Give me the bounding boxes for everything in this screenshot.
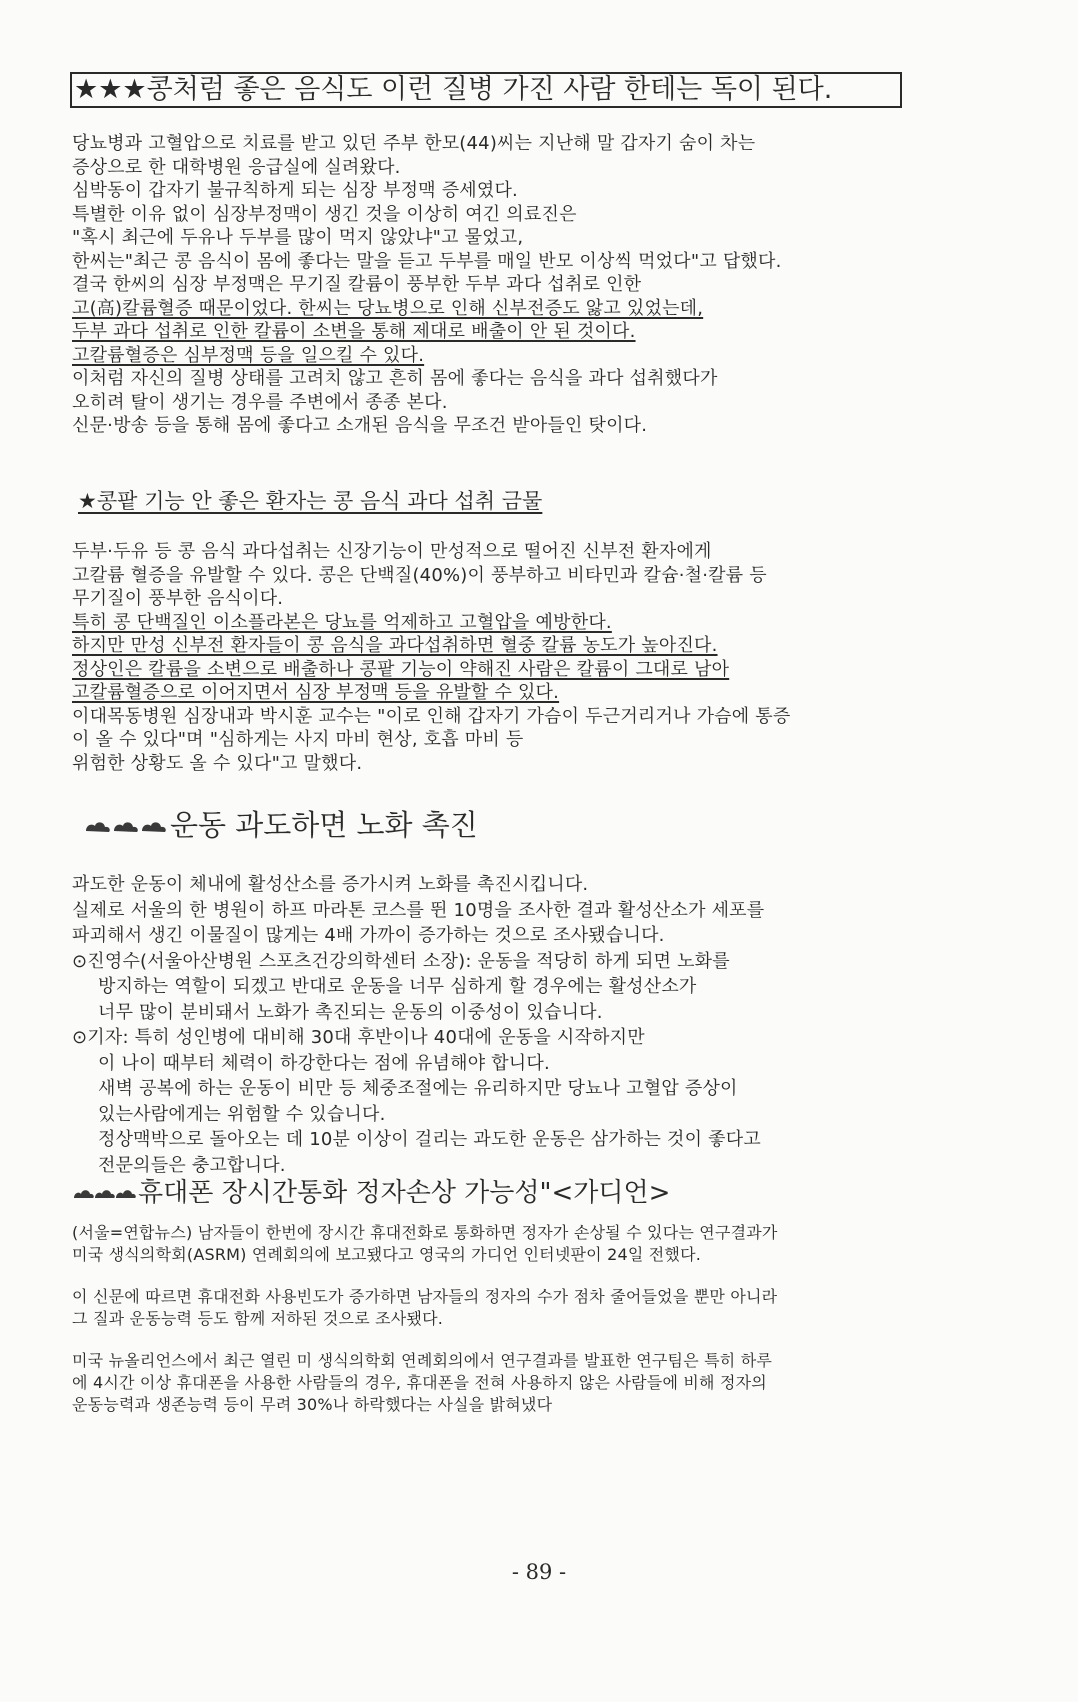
page-title: ★★★콩처럼 좋은 음식도 이런 질병 가진 사람 한테는 독이 된다.: [70, 72, 902, 108]
underlined-line: 정상인은 칼륨을 소변으로 배출하나 콩팥 기능이 약해진 사람은 칼륨이 그대로 남아: [72, 658, 730, 680]
paragraph-line: 심박동이 갑자기 불규칙하게 되는 심장 부정맥 증세였다.: [72, 180, 518, 201]
underlined-line: 고(高)칼륨혈증 때문이었다. 한씨는 당뇨병으로 인해 신부전증도 앓고 있었는데,: [72, 297, 704, 319]
paragraph-line: 특별한 이유 없이 심장부정맥이 생긴 것을 이상히 여긴 의료진은: [72, 203, 577, 225]
section-phone: [72, 1222, 972, 1416]
quote-line: 정상맥박으로 돌아오는 데 10분 이상이 걸리는 과도한 운동은 삼가하는 것이 좋다고: [98, 1129, 761, 1150]
paragraph-line: "혹시 최근에 두유나 두부를 많이 먹지 않았냐"고 물었고,: [72, 227, 524, 248]
paragraph-line: 그 질과 운동능력 등도 함께 저하된 것으로 조사됐다.: [72, 1309, 444, 1328]
quote-line: 너무 많이 분비돼서 노화가 촉진되는 운동의 이중성이 있습니다.: [98, 1001, 603, 1023]
section-exercise: [72, 872, 972, 1178]
underlined-line: 특히 콩 단백질인 이소플라본은 당뇨를 억제하고 고혈압을 예방한다.: [72, 611, 612, 633]
paragraph-line: 위험한 상황도 올 수 있다"고 말했다.: [72, 752, 363, 774]
paragraph-line: 과도한 운동이 체내에 활성산소를 증가시켜 노화를 촉진시킵니다.: [72, 874, 589, 895]
paragraph-line: 미국 뉴올리언스에서 최근 열린 미 생식의학회 연례회의에서 연구결과를 발표한 연구팀은 특히 하루: [72, 1351, 773, 1370]
paragraph-line: 증상으로 한 대학병원 응급실에 실려왔다.: [72, 156, 401, 178]
paragraph-line: 한씨는"최근 콩 음식이 몸에 좋다는 말을 듣고 두부를 매일 반모 이상씩 먹었다"고 답했다.: [72, 250, 782, 272]
paragraph-line: 이 올 수 있다"며 "심하게는 사지 마비 현상, 호흡 마비 등: [72, 729, 524, 750]
quote-line: 이 나이 때부터 체력이 하강한다는 점에 유념해야 합니다.: [98, 1052, 550, 1074]
paragraph-line: 이 신문에 따르면 휴대전화 사용빈도가 증가하면 남자들의 정자의 수가 점차 줄어들었을 뿐만 아니라: [72, 1287, 778, 1306]
paragraph-line: 무기질이 풍부한 음식이다.: [72, 588, 284, 609]
cloud-bullet-icon: [72, 1184, 138, 1202]
quote-line: ⊙진영수(서울아산병원 스포츠건강의학센터 소장): 운동을 적당히 하게 되면 노화를: [72, 950, 730, 972]
paragraph-line: 결국 한씨의 심장 부정맥은 무기질 칼륨이 풍부한 두부 과다 섭취로 인한: [72, 274, 642, 295]
underlined-line: 하지만 만성 신부전 환자들이 콩 음식을 과다섭취하면 혈중 칼륨 농도가 높아진다.: [72, 635, 718, 656]
quote-line: 있는사람에게는 위험할 수 있습니다.: [98, 1103, 386, 1125]
section-heading-phone: [72, 1178, 670, 1208]
paragraph-line: 이대목동병원 심장내과 박시훈 교수는 "이로 인해 갑자기 가슴이 두근거리거나 가슴에 통증: [72, 705, 791, 727]
page-number: - 89 -: [511, 1560, 567, 1584]
paragraph-line: 실제로 서울의 한 병원이 하프 마라톤 코스를 뛴 10명을 조사한 결과 활성산소가 세포를: [72, 899, 765, 921]
paragraph-line: 두부·두유 등 콩 음식 과다섭취는 신장기능이 만성적으로 떨어진 신부전 환자에게: [72, 541, 712, 562]
underlined-line: 고칼륨혈증은 심부정맥 등을 일으킬 수 있다.: [72, 344, 425, 366]
quote-line: 새벽 공복에 하는 운동이 비만 등 체중조절에는 유리하지만 당뇨나 고혈압 증상이: [98, 1078, 738, 1099]
paragraph-line: 신문·방송 등을 통해 몸에 좋다고 소개된 음식을 무조건 받아들인 탓이다.: [72, 415, 648, 436]
paragraph-line: 파괴해서 생긴 이물질이 많게는 4배 가까이 증가하는 것으로 조사됐습니다.: [72, 925, 665, 946]
paragraph-line: 에 4시간 이상 휴대폰을 사용한 사람들의 경우, 휴대폰을 전혀 사용하지 않은 사람들에 비해 정자의: [72, 1373, 767, 1392]
section-heading-exercise: [84, 808, 478, 842]
quote-line: 전문의들은 충고합니다.: [98, 1154, 286, 1176]
underlined-line: 고칼륨혈증으로 이어지면서 심장 부정맥 등을 유발할 수 있다.: [72, 682, 560, 703]
paragraph-line: 운동능력과 생존능력 등이 무려 30%나 하락했다는 사실을 밝혀냈다: [72, 1395, 553, 1414]
paragraph-line: 미국 생식의학회(ASRM) 연례회의에 보고됐다고 영국의 가디언 인터넷판이 24일 전했다.: [72, 1245, 702, 1264]
underlined-line: 두부 과다 섭취로 인한 칼륨이 소변을 통해 제대로 배출이 안 된 것이다.: [72, 321, 636, 342]
section-kidney-soy: [72, 540, 972, 775]
heading-text: 휴대폰 장시간통화 정자손상 가능성"<가디언>: [138, 1178, 671, 1208]
paragraph-line: 당뇨병과 고혈압으로 치료를 받고 있던 주부 한모(44)씨는 지난해 말 갑자기 숨이 차는: [72, 133, 756, 154]
paragraph-line: (서울=연합뉴스) 남자들이 한번에 장시간 휴대전화로 통화하면 정자가 손상될 수 있다는 연구결과가: [72, 1223, 778, 1242]
paragraph-gap: [72, 1330, 972, 1350]
paragraph-line: 이처럼 자신의 질병 상태를 고려치 않고 흔히 몸에 좋다는 음식을 과다 섭취했다가: [72, 368, 718, 389]
heading-text: 운동 과도하면 노화 촉진: [170, 808, 478, 842]
paragraph-gap: [72, 1266, 972, 1286]
section-heading-kidney: ★콩팥 기능 안 좋은 환자는 콩 음식 과다 섭취 금물: [78, 489, 543, 513]
paragraph-line: 고칼륨 혈증을 유발할 수 있다. 콩은 단백질(40%)이 풍부하고 비타민과 칼슘·철·칼륨 등: [72, 564, 767, 586]
quote-line: ⊙기자: 특히 성인병에 대비해 30대 후반이나 40대에 운동을 시작하지만: [72, 1027, 645, 1048]
cloud-bullet-icon: [84, 815, 168, 837]
section-soy-disease: [72, 132, 972, 438]
quote-line: 방지하는 역할이 되겠고 반대로 운동을 너무 심하게 할 경우에는 활성산소가: [98, 976, 697, 997]
paragraph-line: 오히려 탈이 생기는 경우를 주변에서 종종 본다.: [72, 391, 448, 413]
